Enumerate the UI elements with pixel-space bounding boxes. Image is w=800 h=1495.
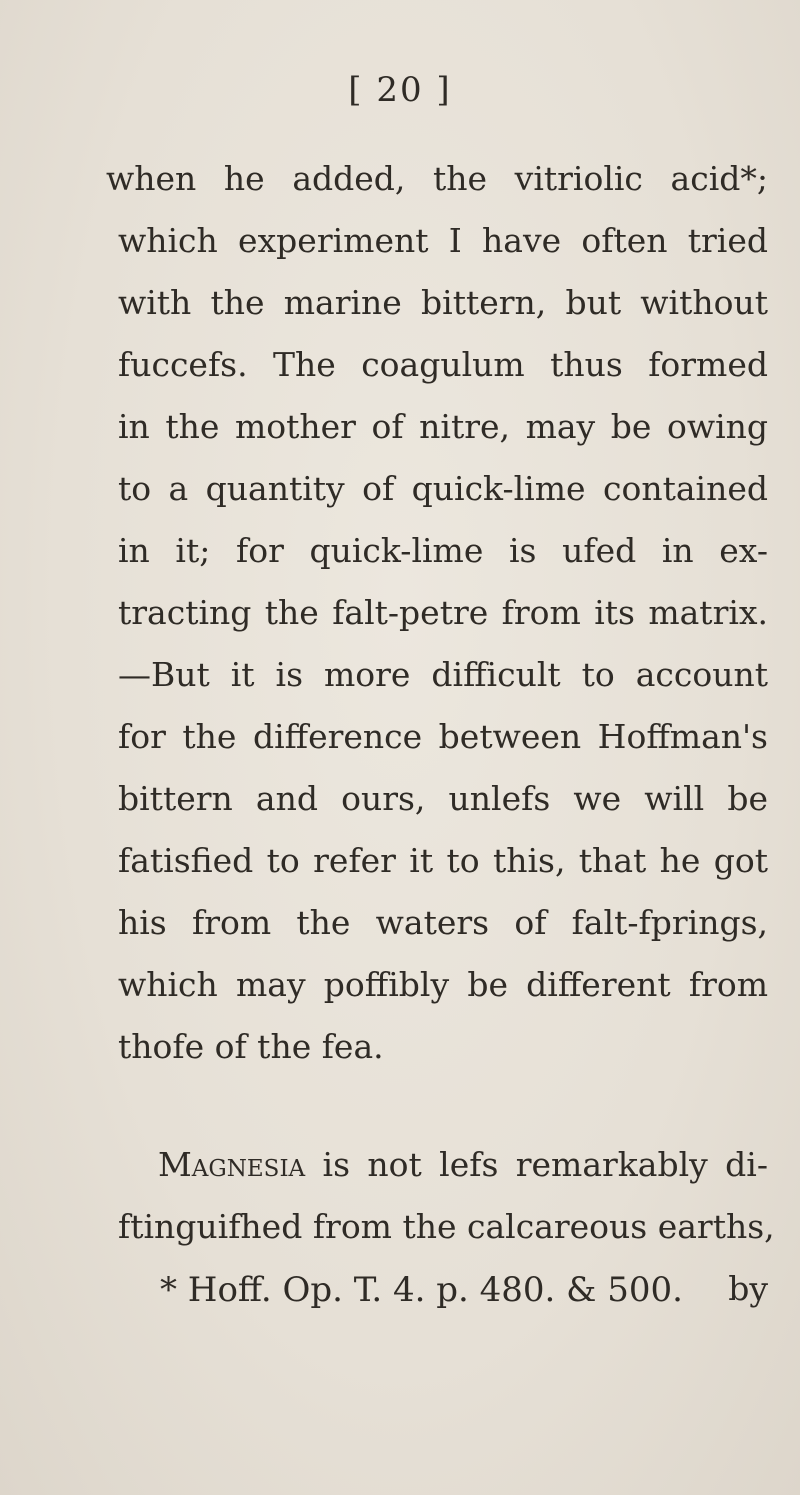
text-line: ftinguifhed from the calcareous earths, [118,1207,775,1246]
text-line: fatisfied to refer it to this, that he got [118,841,768,880]
text-line: —But it is more difficult to account [118,655,768,694]
lead-word: Magnesia [158,1145,306,1184]
text-line [118,1134,768,1196]
line-rest: is not lefs remarkably di- [305,1145,768,1184]
text-line: in it; for quick-lime is ufed in ex- [118,531,768,570]
text-line: which may poffibly be different from [118,965,768,1004]
paragraph-gap [118,1078,768,1134]
catchword: by [728,1269,768,1308]
text-line: which experiment I have often tried [118,221,768,260]
text-line: bittern and ours, unlefs we will be [118,779,768,818]
text-line: with the marine bittern, but without [118,283,768,322]
page-number: [ 20 ] [348,70,452,110]
body-text [106,148,775,1320]
footnote: * Hoff. Op. T. 4. p. 480. & 500. [160,1270,683,1310]
text-line: to a quantity of quick-lime contained [118,469,768,508]
text-line: fuccefs. The coagulum thus formed [118,345,768,384]
text-line: when he added, the vitriolic acid*; [106,159,768,198]
text-line: in the mother of nitre, may be owing [118,407,768,446]
text-line: tracting the falt-petre from its matrix. [118,593,768,632]
text-line: thofe of the fea. [118,1027,384,1066]
text-line: for the difference between Hoffman's [118,717,768,756]
text-line: his from the waters of falt-fprings, [118,903,768,942]
